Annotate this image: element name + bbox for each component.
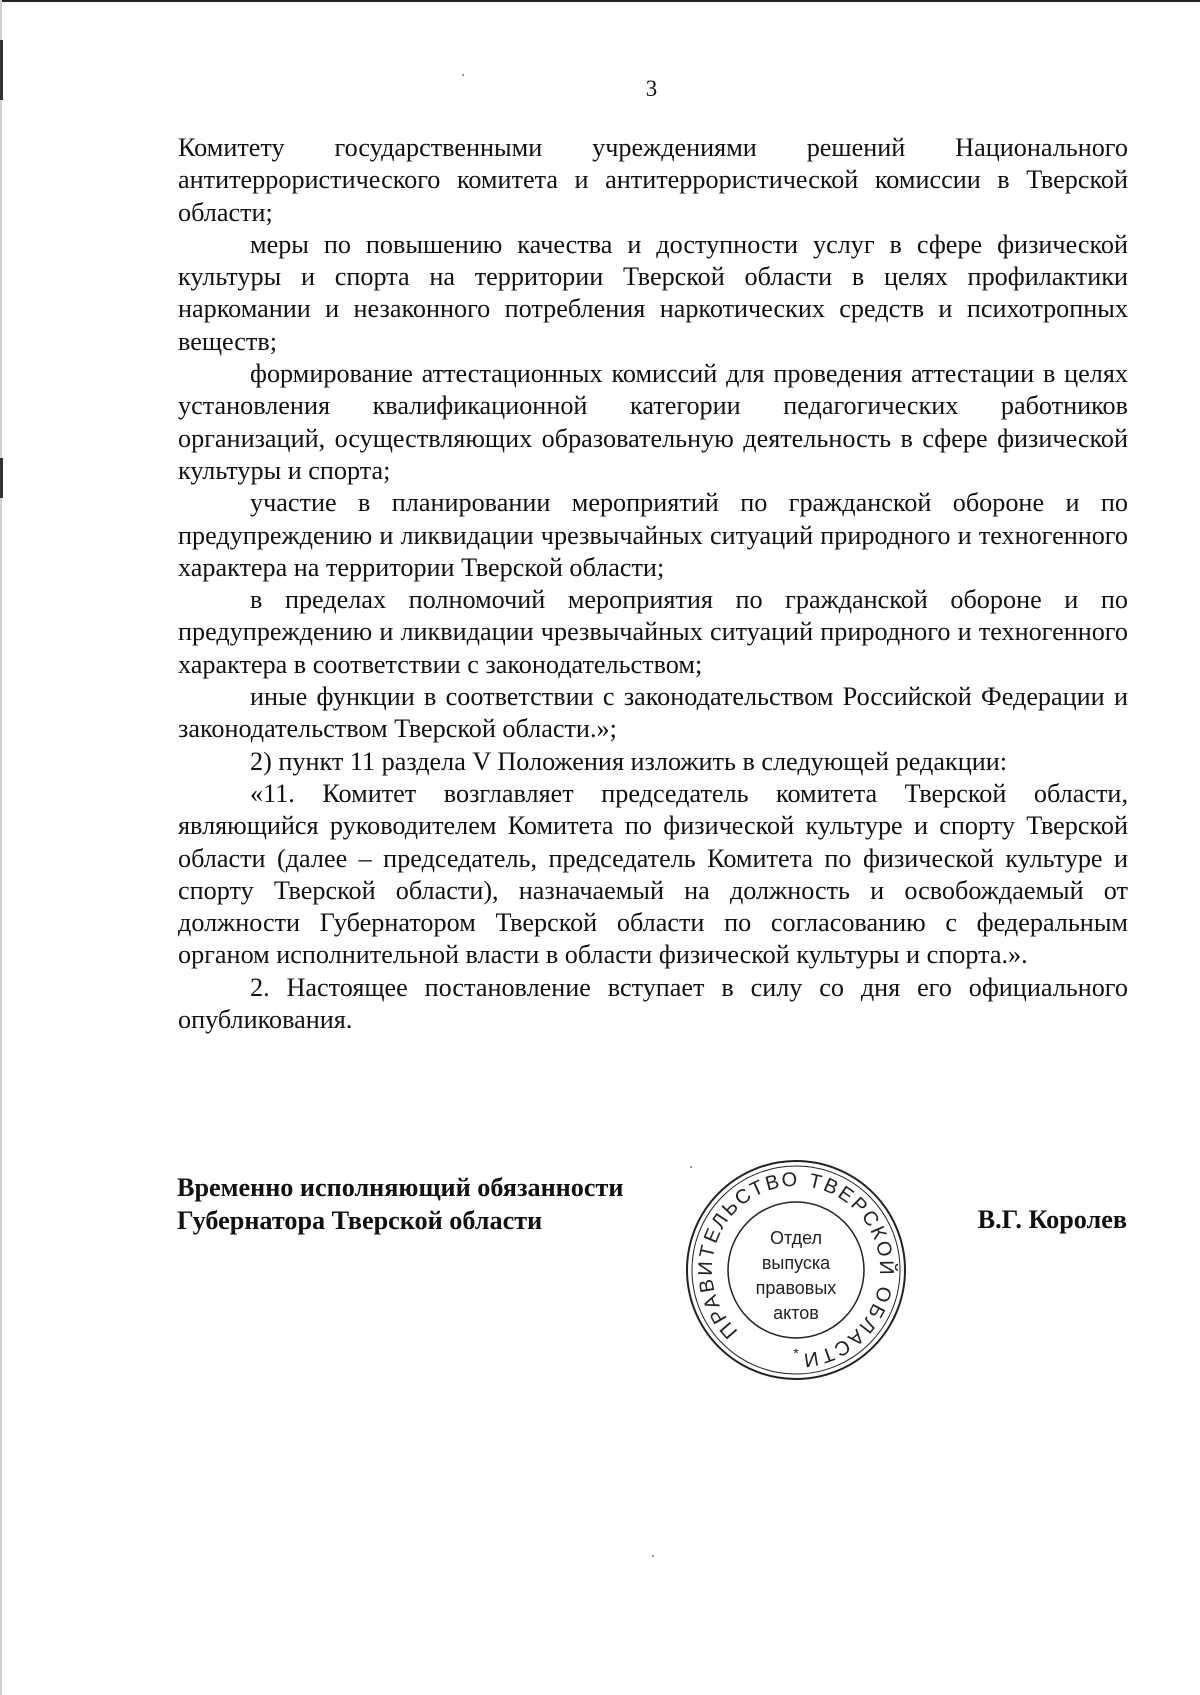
- paragraph: иные функции в соответствии с законодательством Российской Федерации и законодательством Тверской области.»;: [178, 682, 1128, 744]
- stamp-center-line: правовых: [755, 1278, 837, 1298]
- scan-edge-left: [0, 0, 2, 1695]
- stamp-center-line: Отдел: [769, 1228, 823, 1248]
- signatory-title-line: Губернатора Тверской области: [177, 1205, 543, 1235]
- signature-block: [177, 1172, 1127, 1392]
- scan-edge-top: [0, 0, 1200, 2]
- signatory-title-line: Временно исполняющий обязанности: [177, 1173, 624, 1202]
- stamp-center-text: [683, 1226, 909, 1326]
- paragraph: меры по повышению качества и доступности услуг в сфере физической культуры и спорта на территории Тверской области в целях профилактики наркомании и незаконного потребления наркотических средств и психотропных веществ;: [178, 229, 1128, 356]
- signatory-name: В.Г. Королев: [977, 1205, 1127, 1234]
- paragraph: Комитету государственными учреждениями решений Национального антитеррористического комитета и антитеррористической комиссии в Тверской области;: [178, 133, 1128, 227]
- stamp-ring-text: ПРАВИТЕЛЬСТВО ТВЕРСКОЙ ОБЛАСТИ: [694, 1168, 898, 1372]
- paragraph: «11. Комитет возглавляет председатель комитета Тверской области, являющийся руководителем Комитета по физической культуре и спорту Тверской области (далее – председатель, председатель Комитета по физической культуре и спорту Тверской области), назначаемый на должность и освобождаемый от должности Губернатором Тверской области по согласованию с федеральным органом исполнительной власти в области физической культуры и спорта.».: [178, 778, 1128, 970]
- stamp-center-line: актов: [773, 1303, 819, 1323]
- official-stamp: [683, 1158, 909, 1382]
- page-number: 3: [645, 76, 658, 101]
- signatory-title: [177, 1172, 623, 1237]
- paragraph: формирование аттестационных комиссий для проведения аттестации в целях установления квалификационной категории педагогических работников организаций, осуществляющих образовательную деятельность в сфере физической культуры и спорта;: [178, 359, 1128, 485]
- stamp-star: *: [793, 1345, 799, 1361]
- document-body: [178, 132, 1128, 1036]
- paragraph: в пределах полномочий мероприятия по гражданской обороне и по предупреждению и ликвидации чрезвычайных ситуаций природного и техногенного характера в соответствии с законодательством;: [178, 585, 1128, 679]
- paragraph: участие в планировании мероприятий по гражданской обороне и по предупреждению и ликвидации чрезвычайных ситуаций природного и техногенного характера на территории Тверской области;: [178, 488, 1128, 582]
- stamp-center-line: выпуска: [761, 1253, 831, 1273]
- scan-edge-mark: [0, 458, 3, 498]
- paragraph: 2. Настоящее постановление вступает в силу со дня его официального опубликования.: [178, 972, 1128, 1035]
- scan-speck: [652, 1555, 654, 1557]
- paragraph: 2) пункт 11 раздела V Положения изложить в следующей редакции:: [250, 746, 1008, 776]
